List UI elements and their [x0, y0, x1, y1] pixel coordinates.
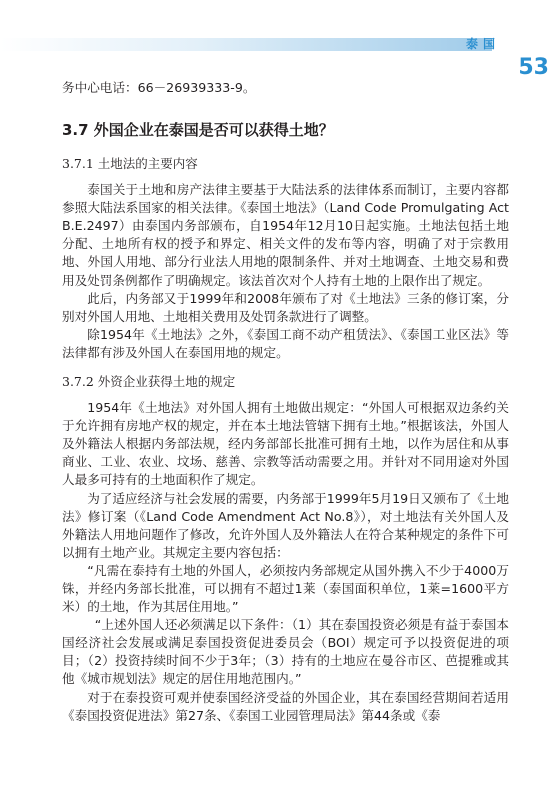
- quoted-paragraph: “凡需在泰持有土地的外国人，必须按内务部规定从国外携入不少于4000万铢，并经内务部长批准，可以拥有不超过1莱（泰国面积单位，1莱=1600平方米）的土地，作为其居住用地。”: [62, 562, 509, 615]
- contact-line: 务中心电话：66－26939333-9。: [62, 80, 256, 95]
- header-country: 泰国: [465, 37, 500, 51]
- section-title: 3.7 外国企业在泰国是否可以获得土地？: [62, 121, 334, 140]
- paragraph: 除1954年《土地法》之外，《泰国工商不动产租赁法》、《泰国工业区法》等法律都有涉及外国人在泰国用地的规定。: [62, 326, 509, 360]
- quoted-paragraph: “上述外国人还必须满足以下条件：（1）其在泰国投资必须是有益于泰国本国经济社会发展或满足泰国投资促进委员会（BOI）规定可予以投资促进的项目；（2）投资持续时间不少于3年；（3）持有的土地应在曼谷市区、芭提雅或其他《城市规划法》规定的居住用地范围内。”: [62, 617, 509, 687]
- header-band: [0, 38, 492, 51]
- paragraph: 此后，内务部又于1999年和2008年颁布了对《土地法》三条的修订案，分别对外国人用地、土地相关费用及处罚条款进行了调整。: [62, 290, 509, 324]
- subsection-title-2: 3.7.2 外资企业获得土地的规定: [62, 374, 236, 390]
- paragraph: 泰国关于土地和房产法律主要基于大陆法系的法律体系而制订，主要内容都参照大陆法系国家的相关法律。《泰国土地法》（Land Code Promulgating Act B.E.2497）由泰国内务部颁布，自1954年12月10日起实施。土地法包括土地分配、土地所有权的授予和界定、相关文件的发布等内容，明确了对于宗教用地、外国人用地、部分行业法人用地的限制条件、并对土地调查、土地交易和费用及处罚条例都作了明确规定。该法首次对个人持有土地的上限作出了规定。: [62, 182, 509, 288]
- paragraph: 为了适应经济与社会发展的需要，内务部于1999年5月19日又颁布了《土地法》修订案（《Land Code Amendment Act No.8》），对土地法有关外国人及外籍法人用地问题作了修改，允许外国人及外籍法人在符合某种规定的条件下可以拥有土地产业。其规定主要内容包括：: [62, 490, 509, 560]
- page-number: 53: [518, 55, 549, 80]
- subsection-title-1: 3.7.1 土地法的主要内容: [62, 156, 198, 172]
- paragraph: 1954年《土地法》对外国人拥有土地做出规定：“外国人可根据双边条约关于允许拥有房地产权的规定，并在本土地法管辖下拥有土地。”根据该法，外国人及外籍法人根据内务部法规，经内务部部长批准可拥有土地，以作为居住和从事商业、工业、农业、坟场、慈善、宗教等活动需要之用。并针对不同用途对外国人最多可持有的土地面积作了规定。: [62, 400, 509, 488]
- page-content: [62, 79, 509, 725]
- paragraph: 对于在泰投资可观并使泰国经济受益的外国企业，其在泰国经营期间若适用《泰国投资促进法》第27条、《泰国工业园管理局法》第44条或《泰: [62, 689, 509, 723]
